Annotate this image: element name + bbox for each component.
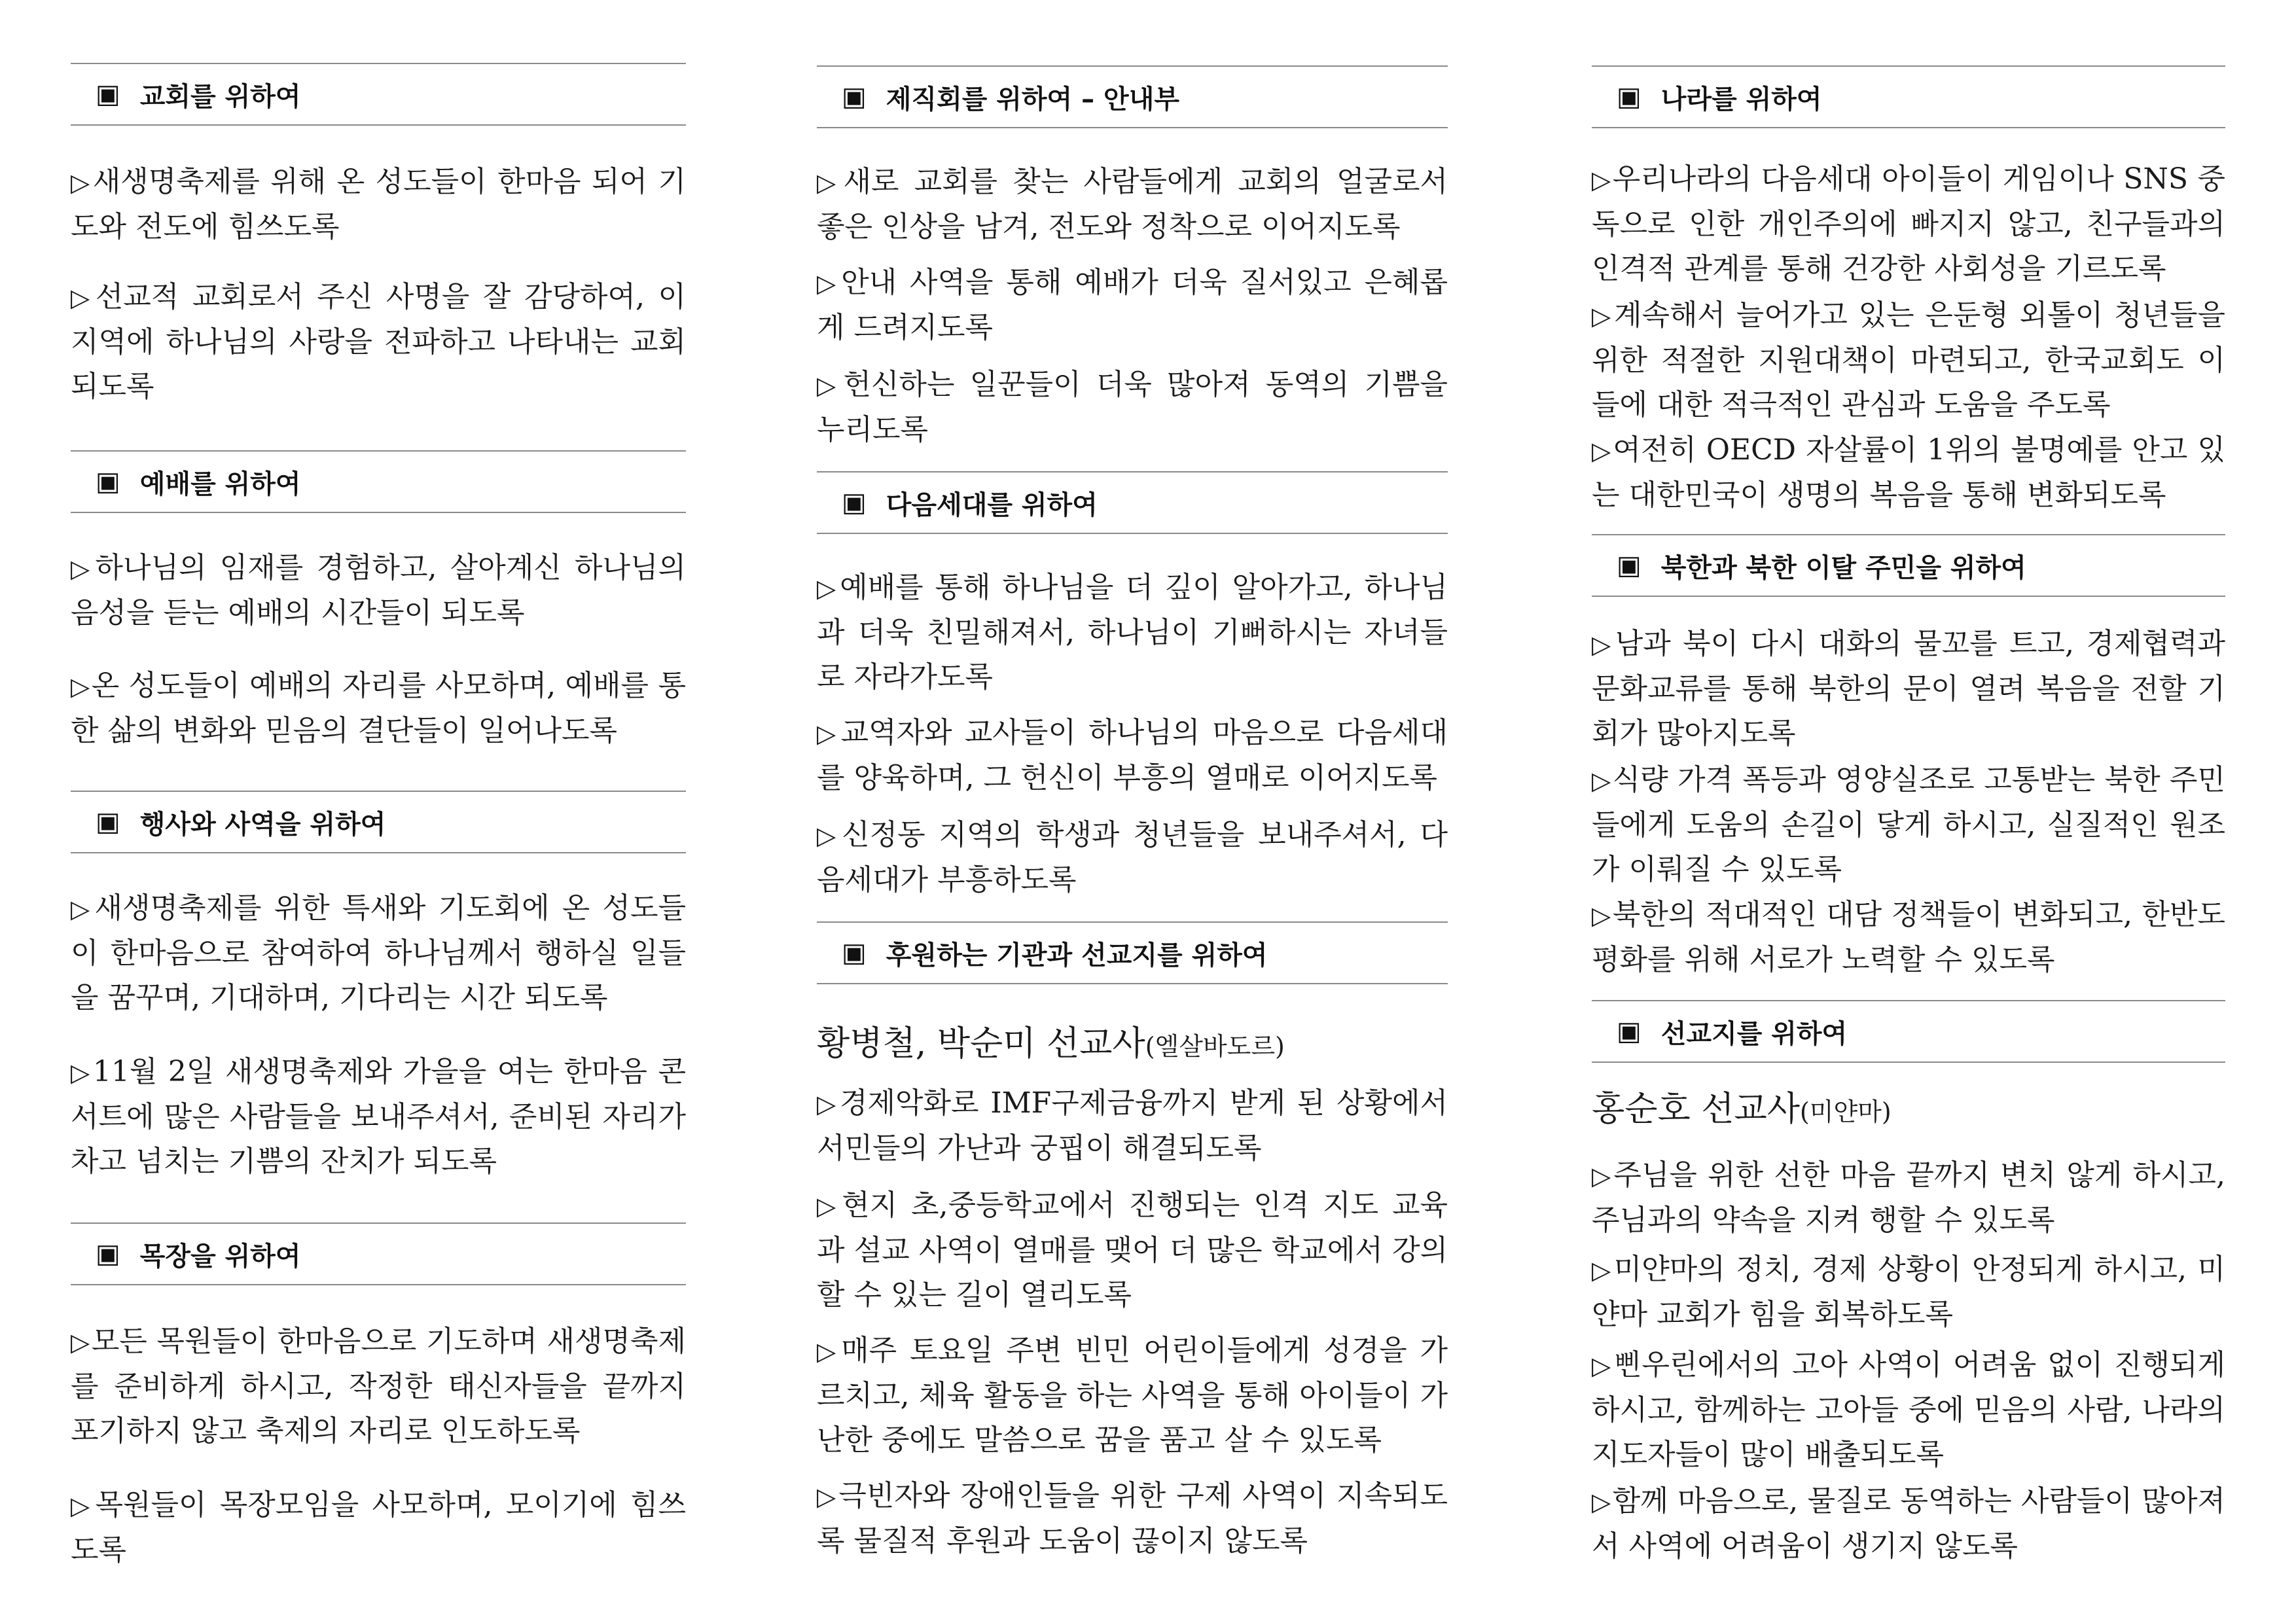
triangle-bullet-icon: ▷ bbox=[1592, 1162, 1613, 1190]
prayer-item: ▷예배를 통해 하나님을 더 깊이 알아가고, 하나님과 더욱 친밀해져서, 하나님이 기뻐하시는 자녀들로 자라가도록 bbox=[817, 571, 1448, 694]
prayer-item: ▷우리나라의 다음세대 아이들이 게임이나 SNS 중독으로 인한 개인주의에 빠지지 않고, 친구들과의 인격적 관계를 통해 건강한 사회성을 기르도록 bbox=[1592, 162, 2225, 285]
prayer-item: ▷여전히 OECD 자살률이 1위의 불명예를 안고 있는 대한민국이 생명의 복음을 통해 변화되도록 bbox=[1592, 433, 2225, 512]
section-title: 후원하는 기관과 선교지를 위하여 bbox=[886, 940, 1268, 971]
triangle-bullet-icon: ▷ bbox=[1592, 302, 1613, 330]
section-header-worship bbox=[71, 450, 686, 513]
prayer-item: ▷식량 가격 폭등과 영양실조로 고통받는 북한 주민들에게 도움의 손길이 닿게 하시고, 실질적인 원조가 이뤄질 수 있도록 bbox=[1592, 763, 2225, 886]
square-marker-icon: ▣ bbox=[96, 467, 120, 497]
prayer-item: ▷현지 초,중등학교에서 진행되는 인격 지도 교육과 설교 사역이 열매를 맺어 더 많은 학교에서 강의할 수 있는 길이 열리도록 bbox=[817, 1188, 1448, 1311]
square-marker-icon: ▣ bbox=[1617, 82, 1641, 112]
square-marker-icon: ▣ bbox=[96, 79, 120, 109]
square-marker-icon: ▣ bbox=[842, 82, 867, 112]
triangle-bullet-icon: ▷ bbox=[817, 168, 842, 197]
triangle-bullet-icon: ▷ bbox=[817, 1482, 838, 1511]
prayer-item: ▷주님을 위한 선한 마음 끝까지 변치 않게 하시고, 주님과의 약속을 지켜 행할 수 있도록 bbox=[1592, 1158, 2225, 1237]
square-marker-icon: ▣ bbox=[1617, 550, 1641, 580]
triangle-bullet-icon: ▷ bbox=[1592, 766, 1611, 795]
triangle-bullet-icon: ▷ bbox=[71, 168, 92, 197]
prayer-item: ▷미얀마의 정치, 경제 상황이 안정되게 하시고, 미얀마 교회가 힘을 회복하도록 bbox=[1592, 1253, 2225, 1331]
section-title: 선교지를 위하여 bbox=[1660, 1018, 1848, 1049]
missionary-name: 홍순호 선교사(미얀마) bbox=[1592, 1090, 1892, 1129]
triangle-bullet-icon: ▷ bbox=[817, 1090, 838, 1118]
triangle-bullet-icon: ▷ bbox=[1592, 630, 1614, 659]
prayer-item: ▷계속해서 늘어가고 있는 은둔형 외톨이 청년들을 위한 적절한 지원대책이 마련되고, 한국교회도 이들에 대한 적극적인 관심과 도움을 주도록 bbox=[1592, 298, 2225, 421]
square-marker-icon: ▣ bbox=[96, 1239, 120, 1269]
prayer-item: ▷경제악화로 IMF구제금융까지 받게 된 상황에서 서민들의 가난과 궁핍이 해결되도록 bbox=[817, 1086, 1448, 1165]
triangle-bullet-icon: ▷ bbox=[817, 719, 840, 748]
triangle-bullet-icon: ▷ bbox=[817, 371, 842, 400]
prayer-item: ▷교역자와 교사들이 하나님의 마음으로 다음세대를 양육하며, 그 헌신이 부흥의 열매로 이어지도록 bbox=[817, 716, 1448, 794]
section-title: 행사와 사역을 위하여 bbox=[139, 809, 386, 840]
prayer-item: ▷새로 교회를 찾는 사람들에게 교회의 얼굴로서 좋은 인상을 남겨, 전도와 정착으로 이어지도록 bbox=[817, 165, 1448, 243]
section-title: 목장을 위하여 bbox=[139, 1241, 301, 1272]
triangle-bullet-icon: ▷ bbox=[1592, 1256, 1613, 1285]
section-header-mission-field bbox=[1592, 1000, 2225, 1063]
prayer-item: ▷모든 목원들이 한마음으로 기도하며 새생명축제를 준비하게 하시고, 작정한 태신자들을 끝까지 포기하지 않고 축제의 자리로 인도하도록 bbox=[71, 1325, 686, 1448]
section-title: 나라를 위하여 bbox=[1660, 84, 1822, 115]
section-title: 예배를 위하여 bbox=[139, 469, 301, 499]
triangle-bullet-icon: ▷ bbox=[71, 554, 94, 583]
section-header-cell-group bbox=[71, 1222, 686, 1285]
triangle-bullet-icon: ▷ bbox=[71, 1058, 92, 1087]
triangle-bullet-icon: ▷ bbox=[817, 1192, 841, 1221]
prayer-item: ▷온 성도들이 예배의 자리를 사모하며, 예배를 통한 삶의 변화와 믿음의 결단들이 일어나도록 bbox=[71, 669, 686, 747]
triangle-bullet-icon: ▷ bbox=[71, 672, 90, 701]
section-title: 다음세대를 위하여 bbox=[886, 490, 1098, 520]
square-marker-icon: ▣ bbox=[842, 938, 867, 968]
triangle-bullet-icon: ▷ bbox=[71, 1328, 90, 1357]
triangle-bullet-icon: ▷ bbox=[71, 895, 94, 923]
triangle-bullet-icon: ▷ bbox=[1592, 901, 1611, 930]
triangle-bullet-icon: ▷ bbox=[1592, 1351, 1613, 1380]
triangle-bullet-icon: ▷ bbox=[1592, 1488, 1611, 1516]
square-marker-icon: ▣ bbox=[842, 488, 867, 518]
square-marker-icon: ▣ bbox=[1617, 1016, 1641, 1046]
missionary-name: 황병철, 박순미 선교사(엘살바도르) bbox=[817, 1024, 1285, 1063]
triangle-bullet-icon: ▷ bbox=[817, 821, 841, 850]
prayer-item: ▷안내 사역을 통해 예배가 더욱 질서있고 은혜롭게 드려지도록 bbox=[817, 266, 1448, 344]
section-title: 교회를 위하여 bbox=[139, 81, 301, 112]
section-header-missions bbox=[817, 921, 1448, 984]
triangle-bullet-icon: ▷ bbox=[1592, 437, 1612, 465]
prayer-item: ▷남과 북이 다시 대화의 물꼬를 트고, 경제협력과 문화교류를 통해 북한의 문이 열려 복음을 전할 기회가 많아지도록 bbox=[1592, 627, 2225, 750]
triangle-bullet-icon: ▷ bbox=[817, 269, 840, 298]
section-header-events bbox=[71, 791, 686, 853]
prayer-item: ▷헌신하는 일꾼들이 더욱 많아져 동역의 기쁨을 누리도록 bbox=[817, 368, 1448, 446]
triangle-bullet-icon: ▷ bbox=[1592, 166, 1611, 194]
section-title: 북한과 북한 이탈 주민을 위하여 bbox=[1660, 552, 2026, 583]
square-marker-icon: ▣ bbox=[96, 807, 120, 837]
prayer-item: ▷극빈자와 장애인들을 위한 구제 사역이 지속되도록 물질적 후원과 도움이 끊이지 않도록 bbox=[817, 1479, 1448, 1558]
triangle-bullet-icon: ▷ bbox=[71, 1491, 94, 1520]
prayer-item: ▷삔우린에서의 고아 사역이 어려움 없이 진행되게 하시고, 함께하는 고아들 중에 믿음의 사람, 나라의 지도자들이 많이 배출되도록 bbox=[1592, 1348, 2225, 1471]
section-header-deacons bbox=[817, 65, 1448, 128]
section-title: 제직회를 위하여 – 안내부 bbox=[886, 84, 1179, 115]
prayer-item: ▷매주 토요일 주변 빈민 어린이들에게 성경을 가르치고, 체육 활동을 하는 사역을 통해 아이들이 가난한 중에도 말씀으로 꿈을 품고 살 수 있도록 bbox=[817, 1334, 1448, 1457]
section-header-nation bbox=[1592, 65, 2225, 128]
prayer-item: ▷11월 2일 새생명축제와 가을을 여는 한마음 콘서트에 많은 사람들을 보내주셔서, 준비된 자리가 차고 넘치는 기쁨의 잔치가 되도록 bbox=[71, 1055, 686, 1178]
prayer-item: ▷함께 마음으로, 물질로 동역하는 사람들이 많아져서 사역에 어려움이 생기지 않도록 bbox=[1592, 1484, 2225, 1563]
prayer-item: ▷새생명축제를 위해 온 성도들이 한마음 되어 기도와 전도에 힘쓰도록 bbox=[71, 165, 686, 243]
prayer-item: ▷목원들이 목장모임을 사모하며, 모이기에 힘쓰도록 bbox=[71, 1488, 686, 1567]
section-header-north-korea bbox=[1592, 534, 2225, 597]
prayer-item: ▷선교적 교회로서 주신 사명을 잘 감당하여, 이 지역에 하나님의 사랑을 전파하고 나타내는 교회 되도록 bbox=[71, 280, 686, 403]
prayer-item: ▷하나님의 임재를 경험하고, 살아계신 하나님의 음성을 듣는 예배의 시간들이 되도록 bbox=[71, 551, 686, 630]
section-header-next-generation bbox=[817, 471, 1448, 534]
prayer-item: ▷신정동 지역의 학생과 청년들을 보내주셔서, 다음세대가 부흥하도록 bbox=[817, 818, 1448, 897]
prayer-item: ▷새생명축제를 위한 특새와 기도회에 온 성도들이 한마음으로 참여하여 하나님께서 행하실 일들을 꿈꾸며, 기대하며, 기다리는 시간 되도록 bbox=[71, 891, 686, 1014]
triangle-bullet-icon: ▷ bbox=[817, 1337, 840, 1366]
section-header-church bbox=[71, 63, 686, 126]
triangle-bullet-icon: ▷ bbox=[817, 574, 839, 603]
prayer-item: ▷북한의 적대적인 대담 정책들이 변화되고, 한반도 평화를 위해 서로가 노력할 수 있도록 bbox=[1592, 898, 2225, 976]
triangle-bullet-icon: ▷ bbox=[71, 283, 94, 312]
